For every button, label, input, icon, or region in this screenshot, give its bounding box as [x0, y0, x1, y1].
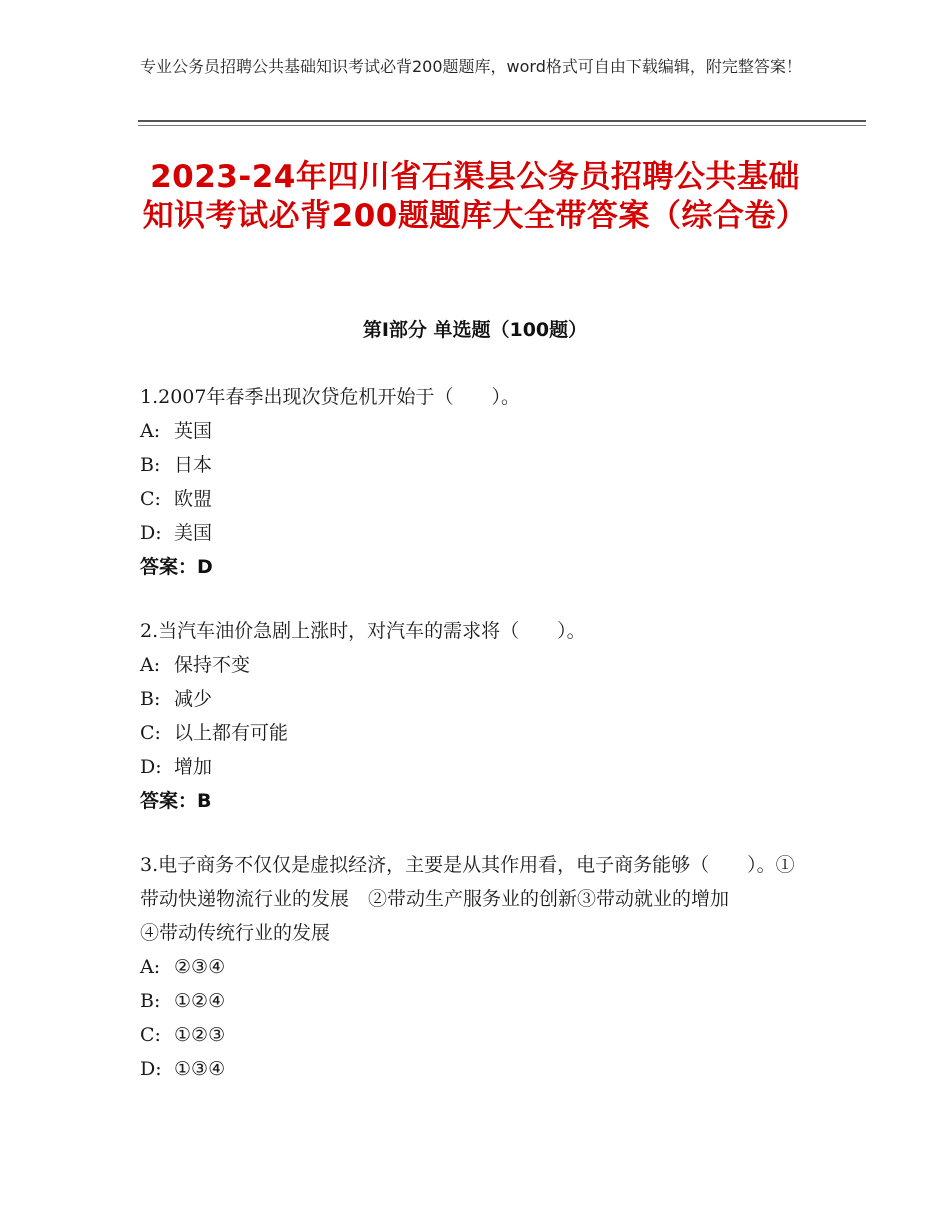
option-text: ①③④	[174, 1058, 226, 1080]
option-letter: C:	[140, 1024, 161, 1046]
option-d	[140, 750, 810, 784]
option-text: 日本	[174, 454, 213, 476]
option-b	[140, 448, 810, 482]
option-text: 英国	[174, 420, 213, 442]
option-text: 保持不变	[174, 654, 251, 676]
option-text: ①②④	[174, 990, 226, 1012]
question-3	[140, 848, 810, 1086]
option-text: 美国	[174, 522, 213, 544]
option-a	[140, 648, 810, 682]
option-c	[140, 1018, 810, 1052]
option-letter: B:	[140, 454, 161, 476]
option-letter: B:	[140, 688, 161, 710]
option-letter: C:	[140, 488, 161, 510]
question-stem: 1.2007年春季出现次贷危机开始于（ ）。	[140, 386, 520, 408]
option-text: 增加	[174, 756, 213, 778]
option-letter: D:	[140, 756, 162, 778]
option-letter: A:	[140, 956, 161, 978]
answer-line: 答案：D	[140, 556, 213, 578]
option-c	[140, 716, 810, 750]
option-b	[140, 984, 810, 1018]
option-letter: C:	[140, 722, 161, 744]
option-a	[140, 414, 810, 448]
option-letter: A:	[140, 654, 161, 676]
section-heading: 第I部分 单选题（100题）	[362, 319, 588, 341]
question-1	[140, 380, 810, 584]
option-letter: B:	[140, 990, 161, 1012]
option-letter: D:	[140, 1058, 162, 1080]
option-text: 以上都有可能	[174, 722, 289, 744]
option-a	[140, 950, 810, 984]
option-d	[140, 516, 810, 550]
option-letter: A:	[140, 420, 161, 442]
question-stem: 2.当汽车油价急剧上涨时，对汽车的需求将（ ）。	[140, 620, 586, 642]
document-title: 2023-24年四川省石渠县公务员招聘公共基础知识考试必背200题题库大全带答案（综合卷）	[142, 159, 808, 234]
option-text: 减少	[174, 688, 213, 710]
option-d	[140, 1052, 810, 1086]
option-c	[140, 482, 810, 516]
option-text: 欧盟	[174, 488, 213, 510]
option-b	[140, 682, 810, 716]
question-stem: 3.电子商务不仅仅是虚拟经济，主要是从其作用看，电子商务能够（ ）。①带动快递物流行业的发展 ②带动生产服务业的创新③带动就业的增加 ④带动传统行业的发展	[140, 854, 806, 944]
question-2	[140, 614, 810, 818]
option-letter: D:	[140, 522, 162, 544]
option-text: ②③④	[174, 956, 226, 978]
option-text: ①②③	[174, 1024, 226, 1046]
header-rule-thin	[138, 125, 866, 126]
header-rule-thick	[138, 120, 866, 122]
header-note: 专业公务员招聘公共基础知识考试必背200题题库，word格式可自由下载编辑，附完整答案！	[140, 57, 802, 76]
question-list	[140, 380, 810, 1116]
answer-line: 答案：B	[140, 790, 212, 812]
